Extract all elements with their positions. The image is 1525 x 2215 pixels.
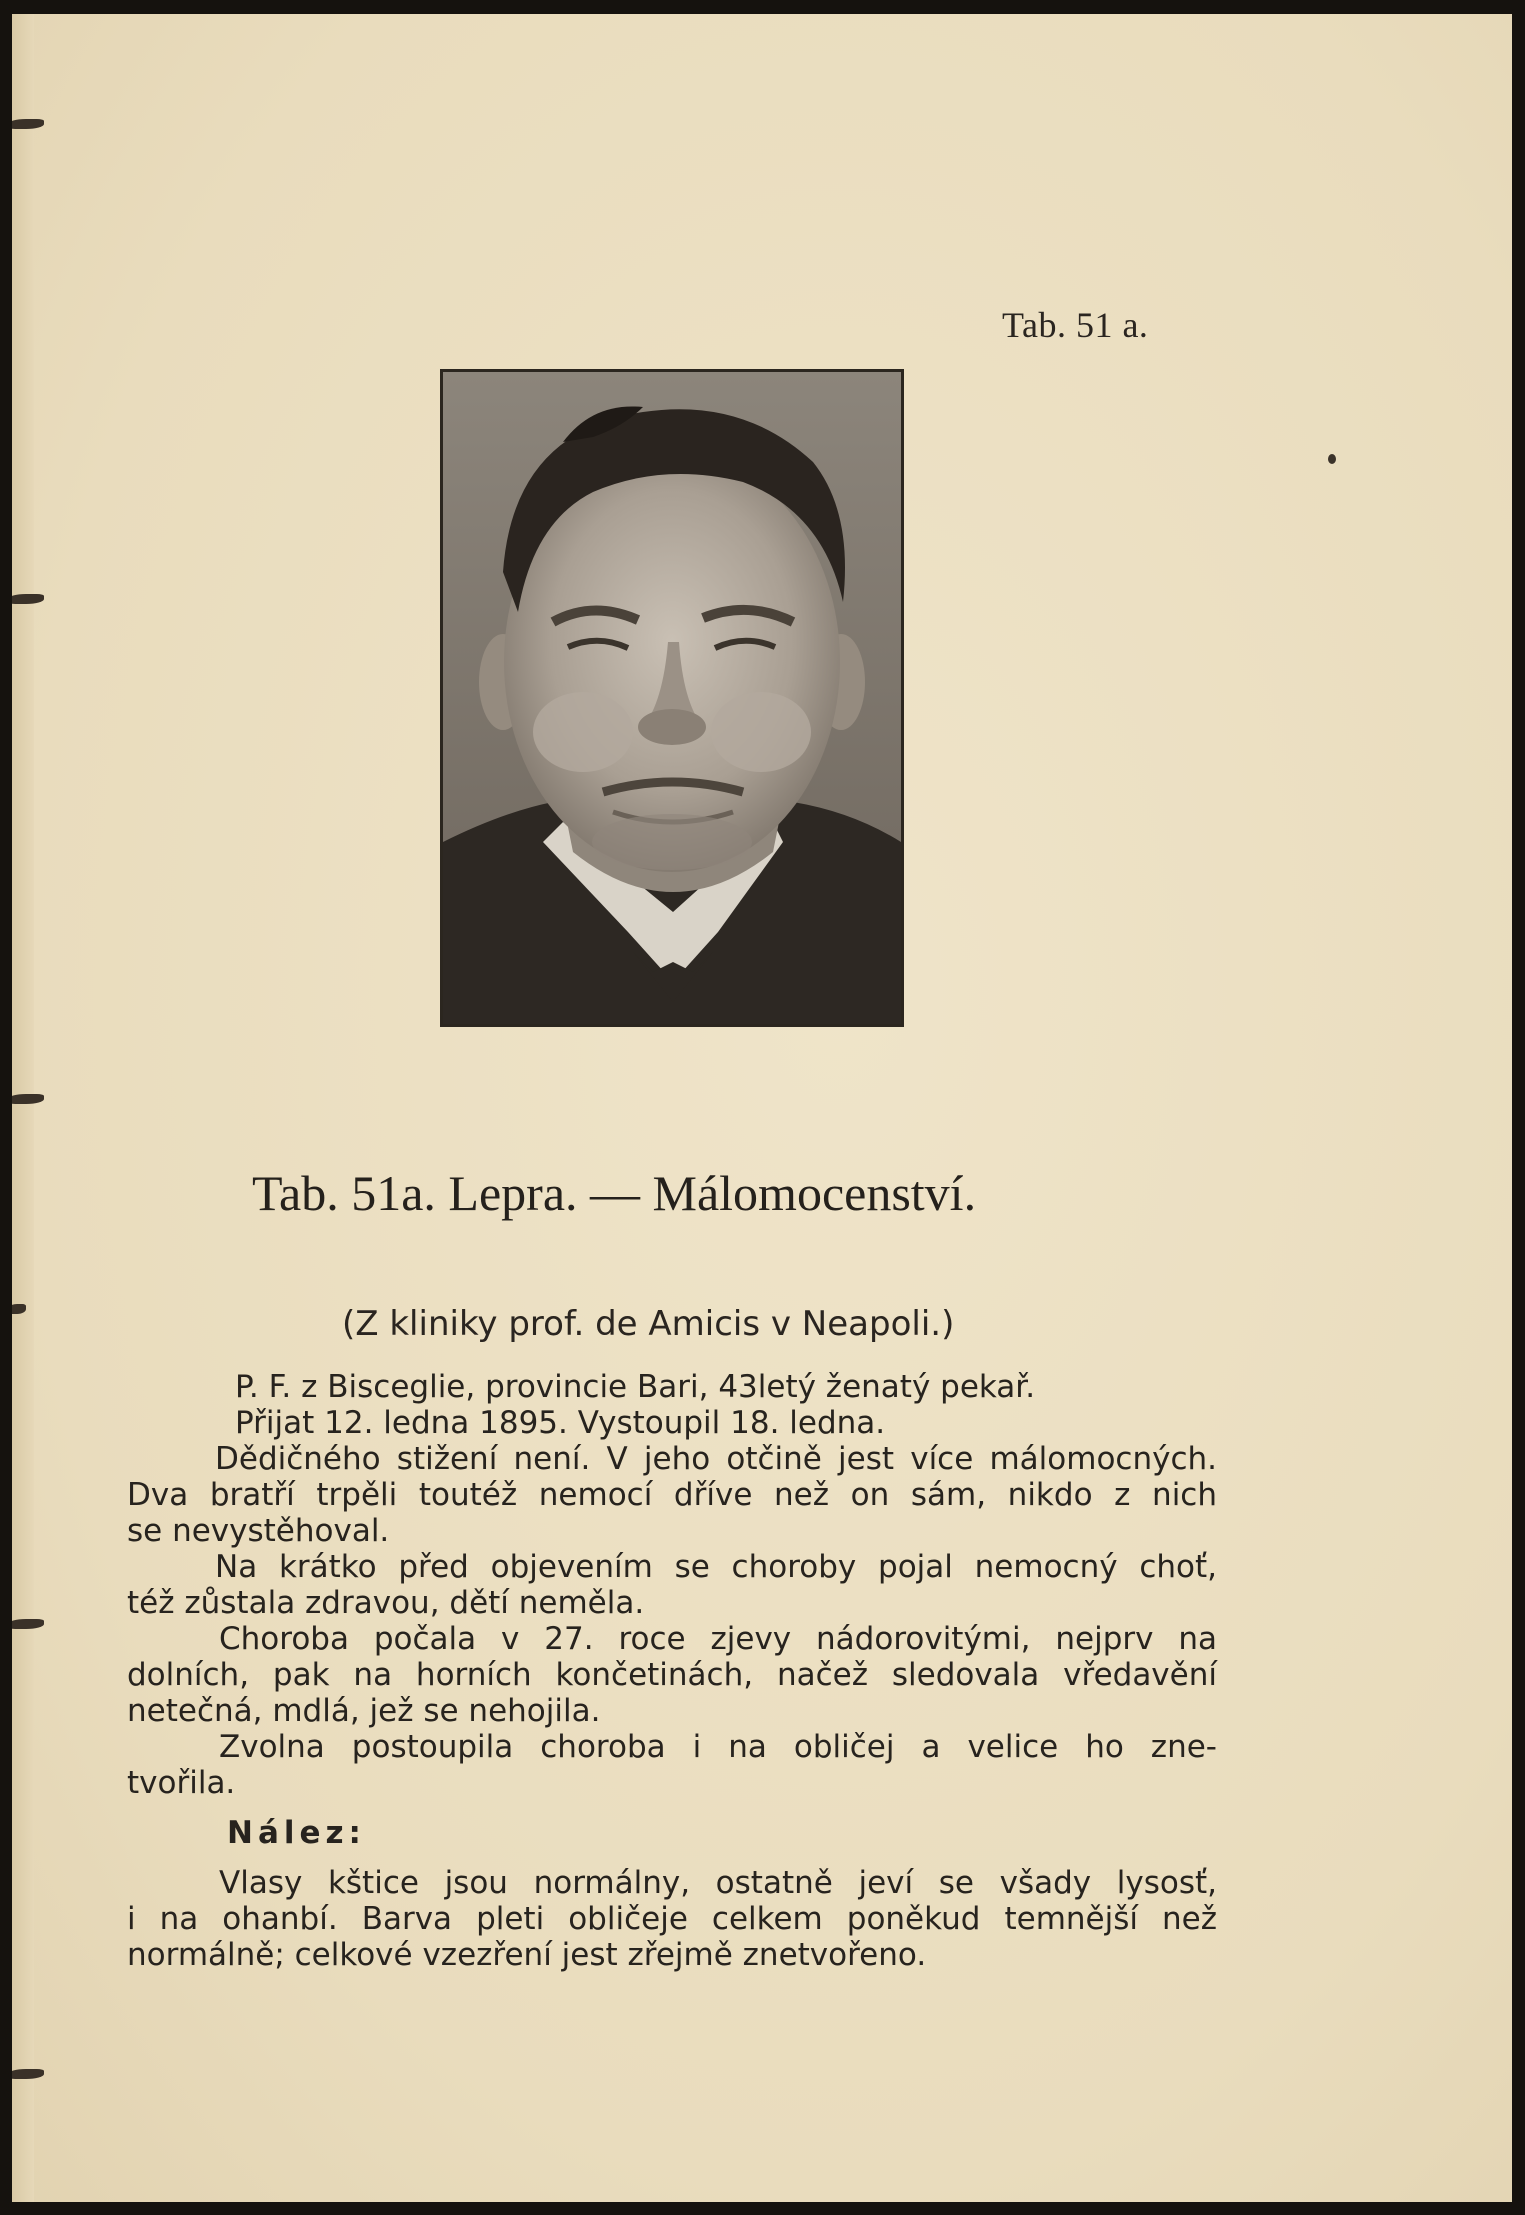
plate-title: Tab. 51a. Lepra. — Málomocenství. — [252, 1165, 977, 1221]
case-description — [127, 1369, 1217, 1973]
text-line: Zvolna postoupila choroba i na obličej a velice ho zne- — [219, 1729, 1217, 1765]
finding-heading: Nález: — [227, 1815, 366, 1851]
binding-stitch — [12, 1304, 26, 1314]
text-line: Dva bratří trpěli toutéž nemocí dříve než on sám, nikdo z nich — [127, 1477, 1217, 1513]
binding-stitch — [12, 2069, 44, 2079]
text-line: Vlasy kštice jsou normálny, ostatně jeví se všady lysosť, — [219, 1865, 1217, 1901]
binding-stitch — [12, 1094, 44, 1104]
page-binding-edge — [12, 14, 34, 2202]
portrait-image — [443, 372, 901, 1024]
text-line: se nevystěhoval. — [127, 1513, 390, 1549]
text-line: Na krátko před objevením se choroby pojal nemocný choť, — [215, 1549, 1217, 1585]
book-page — [12, 14, 1512, 2202]
text-line: i na ohanbí. Barva pleti obličeje celkem poněkud temnější než — [127, 1901, 1217, 1937]
text-line: Choroba počala v 27. roce zjevy nádorovitými, nejprv na — [219, 1621, 1217, 1657]
ink-speck — [1328, 454, 1336, 464]
text-line: dolních, pak na horních končetinách, načež sledovala vředavění — [127, 1657, 1217, 1693]
text-line: též zůstala zdravou, dětí neměla. — [127, 1585, 645, 1621]
text-line: Dědičného stižení není. V jeho otčině jest více málomocných. — [215, 1441, 1217, 1477]
text-line: tvořila. — [127, 1765, 236, 1801]
binding-stitch — [12, 119, 44, 129]
text-line: normálně; celkové vzezření jest zřejmě znetvořeno. — [127, 1937, 927, 1973]
text-line: P. F. z Bisceglie, provincie Bari, 43letý ženatý pekař. — [235, 1369, 1036, 1405]
text-line: Přijat 12. ledna 1895. Vystoupil 18. ledna. — [235, 1405, 886, 1441]
binding-stitch — [12, 594, 44, 604]
portrait-photograph — [440, 369, 904, 1027]
source-note: (Z kliniky prof. de Amicis v Neapoli.) — [342, 1304, 955, 1344]
text-line: netečná, mdlá, jež se nehojila. — [127, 1693, 601, 1729]
binding-stitch — [12, 1619, 44, 1629]
plate-number: Tab. 51 a. — [1002, 305, 1149, 345]
